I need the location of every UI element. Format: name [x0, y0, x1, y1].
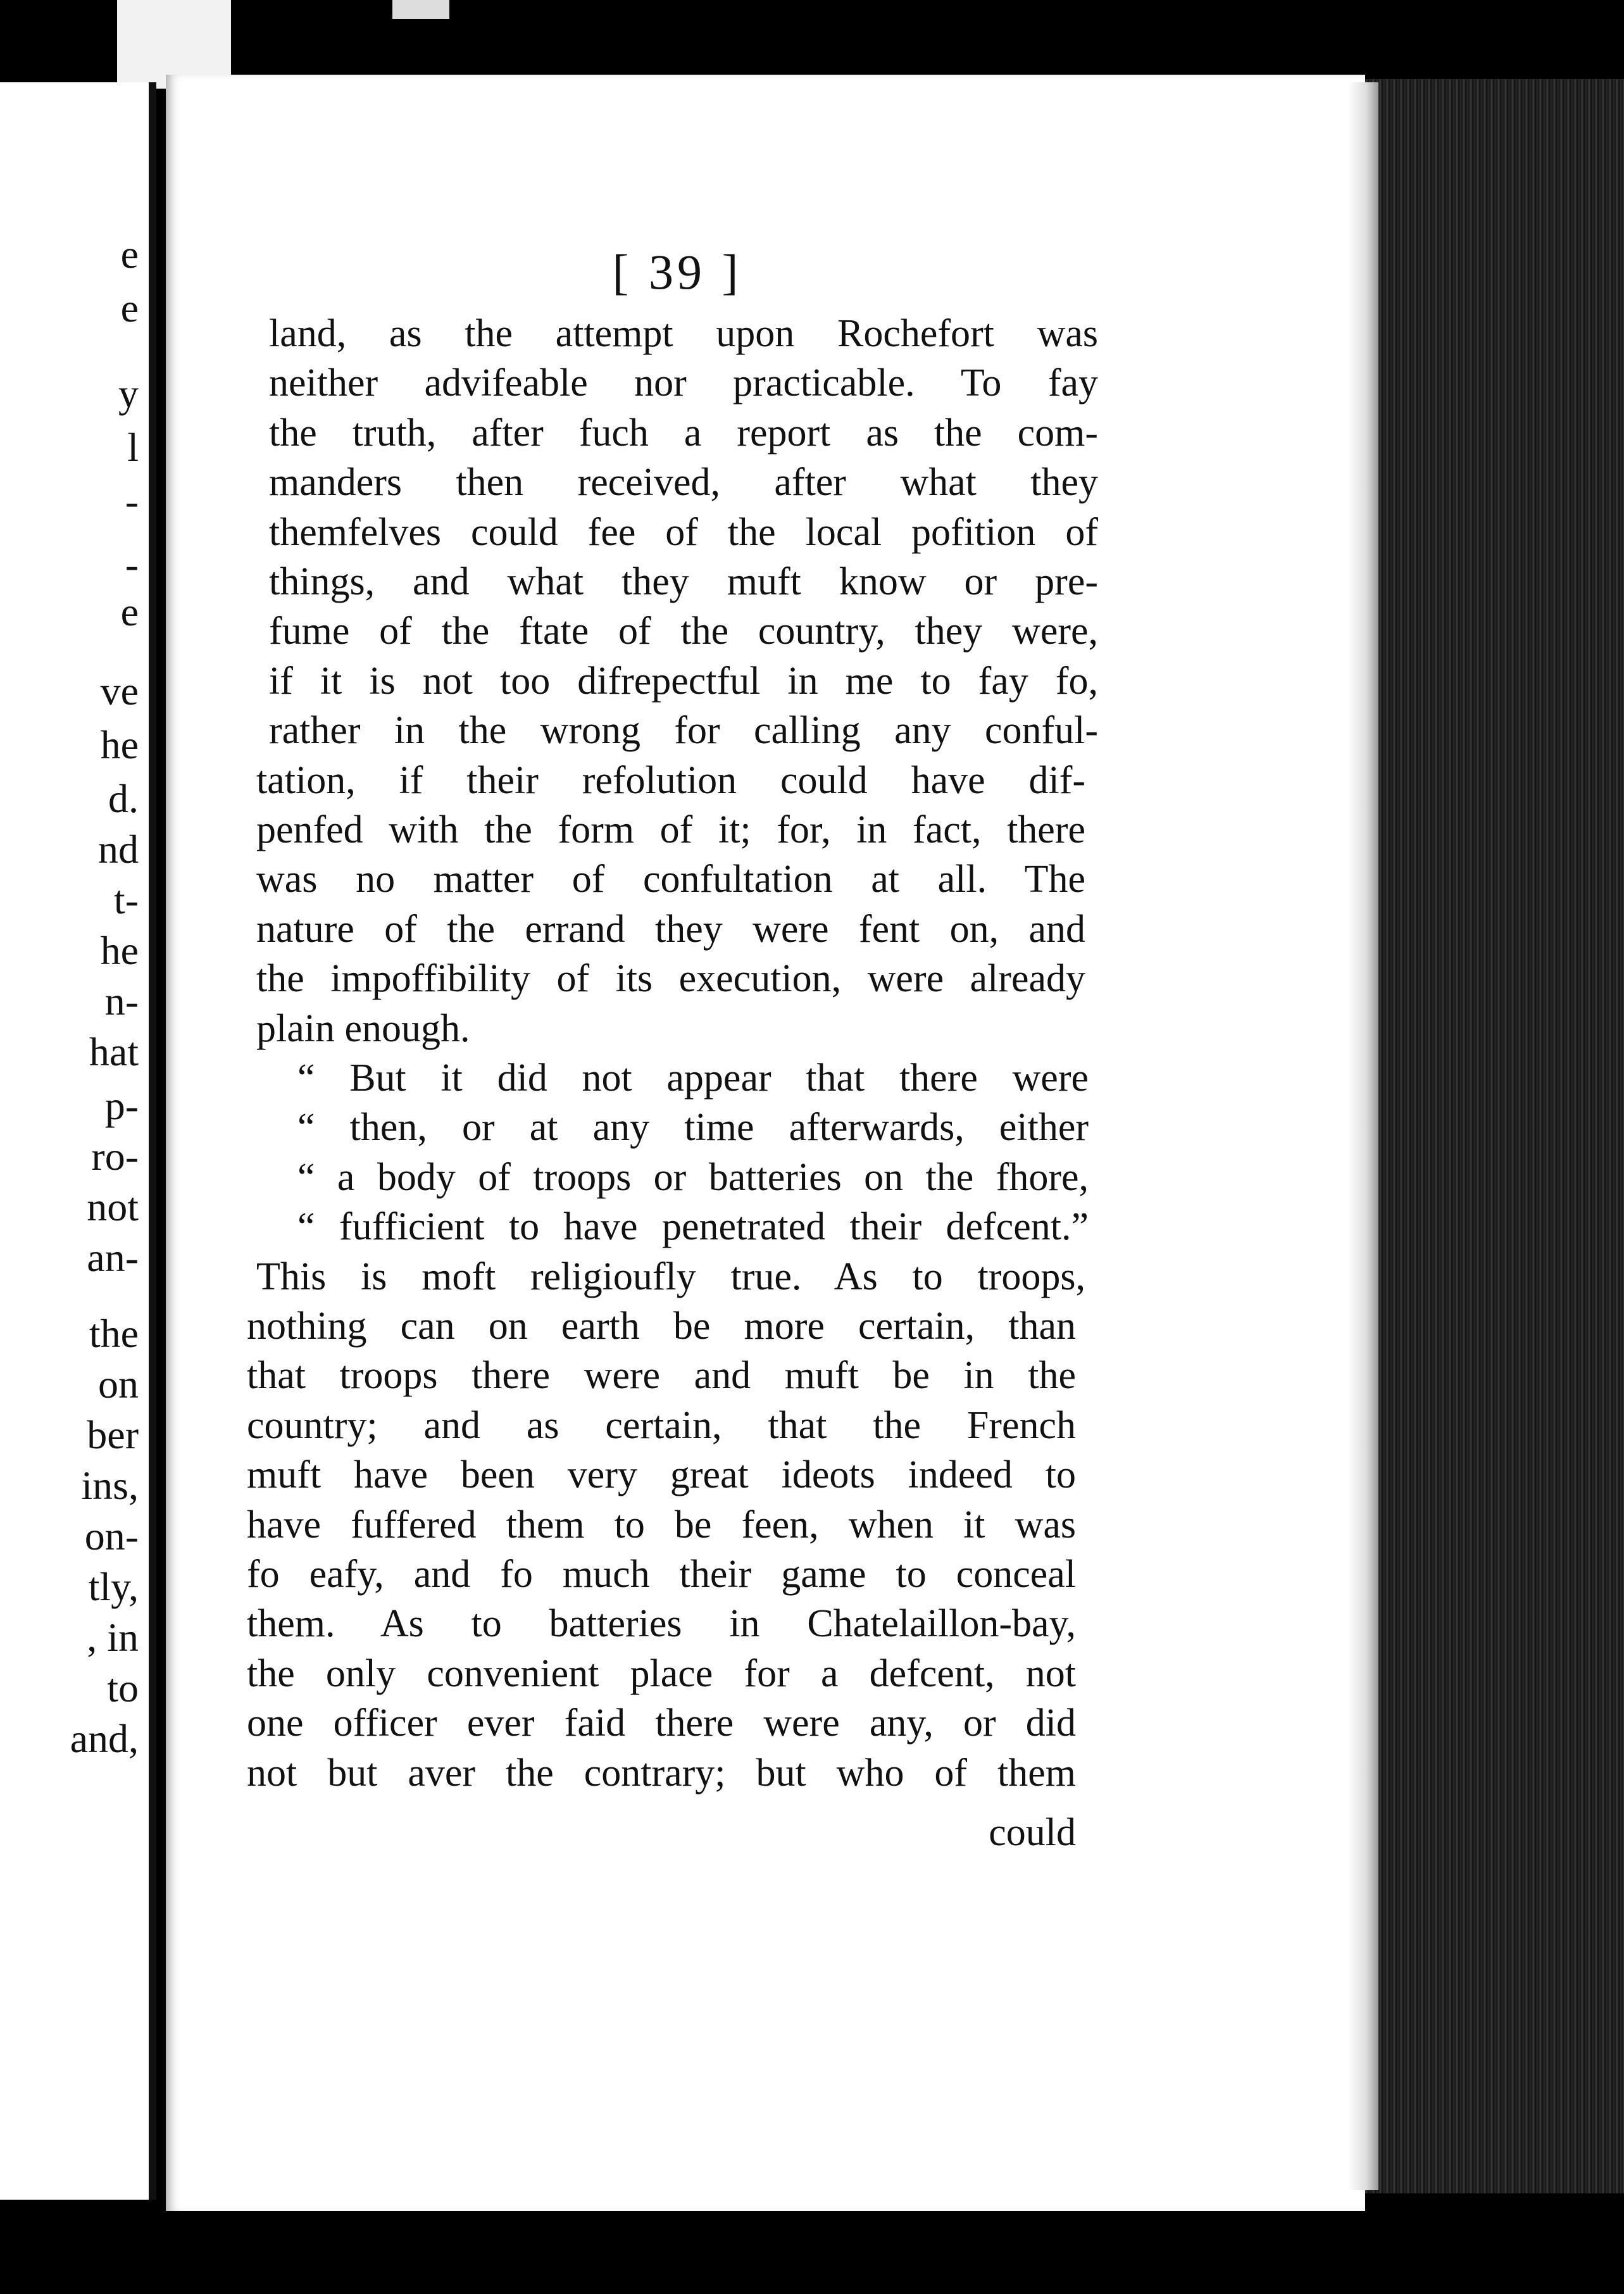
- left-margin-fragment: hat: [89, 1029, 139, 1074]
- left-margin-fragment: not: [87, 1184, 139, 1229]
- text-line: muft have been very great ideots indeed to: [247, 1453, 1076, 1497]
- text-line: “ a body of troops or batteries on the fhore,: [297, 1155, 1089, 1199]
- text-line: land, as the attempt upon Rochefort was: [269, 312, 1098, 355]
- text-line: them. As to batteries in Chatelaillon-bay,: [247, 1602, 1076, 1646]
- left-margin-fragment: on: [98, 1362, 139, 1407]
- left-margin-fragment: an-: [87, 1235, 139, 1280]
- text-line: “ then, or at any time afterwards, either: [297, 1106, 1089, 1150]
- text-line: nature of the errand they were fent on, and: [256, 907, 1085, 951]
- left-margin-fragment: tly,: [88, 1564, 139, 1609]
- left-margin-fragment: , in: [87, 1615, 139, 1660]
- text-line: neither advifeable nor practicable. To fay: [269, 361, 1098, 405]
- left-margin-fragment: nd: [98, 827, 139, 872]
- left-margin-fragment: n-: [104, 979, 139, 1024]
- text-line: rather in the wrong for calling any conful-: [269, 709, 1098, 753]
- left-margin-fragment: ber: [87, 1412, 139, 1457]
- text-line: not but aver the contrary; but who of them: [247, 1751, 1076, 1795]
- text-line: themfelves could fee of the local pofition of: [269, 510, 1098, 554]
- left-margin-fragment: and,: [70, 1716, 139, 1761]
- text-line: the truth, after fuch a report as the com-: [269, 411, 1098, 454]
- text-line: was no matter of confultation at all. The: [256, 858, 1085, 901]
- left-margin-fragment: e: [120, 285, 139, 330]
- page-number: [ 39 ]: [612, 244, 742, 299]
- left-margin-fragment: the: [89, 1311, 139, 1356]
- text-line: if it is not too difrepectful in me to fay fo,: [269, 659, 1098, 703]
- left-margin-fragment: d.: [108, 776, 139, 821]
- book-fore-edge: [1354, 79, 1624, 2193]
- left-margin-fragment: on-: [84, 1514, 139, 1558]
- text-line: nothing can on earth be more certain, than: [247, 1305, 1076, 1348]
- text-line: country; and as certain, that the French: [247, 1403, 1076, 1447]
- text-line: penfed with the form of it; for, in fact, there: [256, 808, 1085, 851]
- text-line: “ fufficient to have penetrated their defcent.”: [297, 1205, 1089, 1249]
- left-margin-fragment: p-: [104, 1083, 139, 1128]
- text-line: have fuffered them to be feen, when it was: [247, 1503, 1076, 1546]
- text-line: the only convenient place for a defcent, not: [247, 1652, 1076, 1695]
- left-margin-fragment: he: [100, 928, 139, 973]
- text-line: the impoffibility of its execution, were already: [256, 957, 1085, 1001]
- left-margin-fragment: ins,: [81, 1463, 139, 1508]
- left-margin-fragment: -: [125, 479, 139, 523]
- left-margin-fragment: he: [100, 722, 139, 767]
- text-line: fo eafy, and fo much their game to conceal: [247, 1553, 1076, 1596]
- text-line: things, and what they muft know or pre-: [269, 560, 1098, 603]
- left-margin-fragment: ro-: [91, 1134, 139, 1179]
- text-line: “ But it did not appear that there were: [297, 1056, 1089, 1100]
- catchword: could: [989, 1811, 1076, 1854]
- left-margin-fragment: y: [118, 371, 139, 416]
- left-margin-fragment: to: [107, 1665, 139, 1710]
- left-margin-fragment: l: [127, 425, 139, 470]
- left-margin-fragment: t-: [113, 877, 139, 922]
- left-margin-fragment: -: [125, 542, 139, 587]
- text-line: fume of the ftate of the country, they were,: [269, 610, 1098, 653]
- left-margin-fragment: e: [120, 589, 139, 634]
- text-line: This is moft religioufly true. As to troops,: [256, 1255, 1085, 1298]
- text-line: that troops there were and muft be in the: [247, 1354, 1076, 1398]
- text-line: one officer ever faid there were any, or did: [247, 1702, 1076, 1745]
- scanner-edge: [392, 0, 449, 19]
- text-line: tation, if their refolution could have dif-: [256, 758, 1085, 802]
- left-margin-fragment: ve: [100, 668, 139, 713]
- page-edge-shadow: [1348, 82, 1378, 2190]
- left-margin-fragment: e: [120, 232, 139, 277]
- text-line: manders then received, after what they: [269, 461, 1098, 505]
- text-line: plain enough.: [256, 1006, 470, 1050]
- left-page: [0, 82, 156, 2200]
